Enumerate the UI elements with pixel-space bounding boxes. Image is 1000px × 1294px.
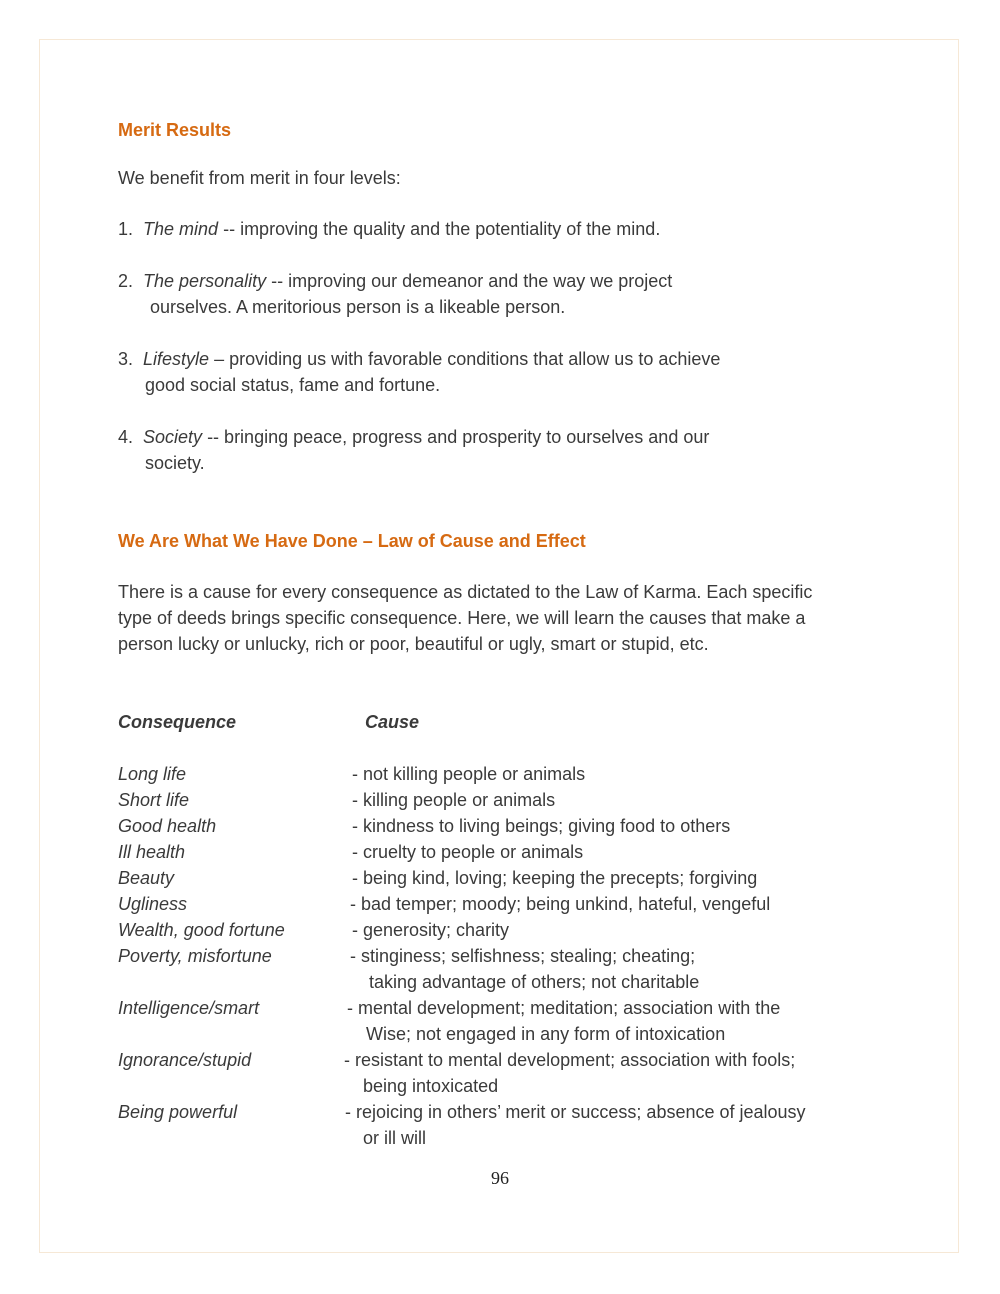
cause-cell: - not killing people or animals xyxy=(352,764,586,784)
cause-cell: - bad temper; moody; being unkind, hateful, vengeful xyxy=(350,894,771,914)
page-number: 96 xyxy=(491,1168,509,1188)
consequence-cell: Being powerful xyxy=(118,1102,238,1122)
list-item xyxy=(118,346,720,398)
list-item xyxy=(118,268,672,320)
cause-cell: or ill will xyxy=(363,1128,426,1148)
consequence-cell: Beauty xyxy=(118,868,175,888)
list-continuation: ourselves. A meritorious person is a likeable person. xyxy=(150,297,566,317)
cause-cell: taking advantage of others; not charitable xyxy=(369,972,700,992)
cause-cell: - stinginess; selfishness; stealing; cheating; xyxy=(350,946,696,966)
cause-cell: - mental development; meditation; association with the xyxy=(347,998,781,1018)
cause-cell: being intoxicated xyxy=(363,1076,499,1096)
list-number: 2. xyxy=(118,271,134,291)
list-continuation: society. xyxy=(145,453,205,473)
cause-cell: - generosity; charity xyxy=(352,920,510,940)
paragraph-line: person lucky or unlucky, rich or poor, beautiful or ugly, smart or stupid, etc. xyxy=(118,634,709,654)
column-header-cause: Cause xyxy=(365,712,420,732)
list-text: – providing us with favorable conditions that allow us to achieve xyxy=(209,349,721,369)
cause-cell: - resistant to mental development; association with fools; xyxy=(344,1050,796,1070)
paragraph-line: type of deeds brings specific consequence. Here, we will learn the causes that make a xyxy=(118,608,806,628)
consequence-cell: Long life xyxy=(118,764,187,784)
list-item xyxy=(118,424,709,476)
list-text: -- improving the quality and the potentiality of the mind. xyxy=(218,219,661,239)
list-term: The personality xyxy=(143,271,267,291)
paragraph-line: There is a cause for every consequence as dictated to the Law of Karma. Each specific xyxy=(118,582,813,602)
consequence-cell: Ill health xyxy=(118,842,186,862)
consequence-cell: Ugliness xyxy=(118,894,188,914)
cause-cell: - rejoicing in others’ merit or success; absence of jealousy xyxy=(345,1102,806,1122)
intro-text: We benefit from merit in four levels: xyxy=(118,168,401,188)
list-item xyxy=(118,216,660,242)
list-text: -- improving our demeanor and the way we project xyxy=(266,271,673,291)
list-term: Society xyxy=(143,427,203,447)
consequence-cell: Intelligence/smart xyxy=(118,998,260,1018)
column-header-consequence: Consequence xyxy=(118,712,237,732)
consequence-cell: Good health xyxy=(118,816,217,836)
section-heading-cause-effect: We Are What We Have Done – Law of Cause and Effect xyxy=(118,531,586,551)
list-continuation: good social status, fame and fortune. xyxy=(145,375,441,395)
list-number: 4. xyxy=(118,427,134,447)
cause-cell: - killing people or animals xyxy=(352,790,556,810)
consequence-cell: Ignorance/stupid xyxy=(118,1050,252,1070)
list-number: 1. xyxy=(118,219,134,239)
consequence-cell: Short life xyxy=(118,790,190,810)
list-term: Lifestyle xyxy=(143,349,210,369)
list-text: -- bringing peace, progress and prosperity to ourselves and our xyxy=(202,427,710,447)
cause-cell: Wise; not engaged in any form of intoxication xyxy=(366,1024,726,1044)
section-heading-merit-results: Merit Results xyxy=(118,120,232,140)
consequence-cell: Poverty, misfortune xyxy=(118,946,272,966)
list-number: 3. xyxy=(118,349,134,369)
cause-cell: - cruelty to people or animals xyxy=(352,842,584,862)
cause-cell: - kindness to living beings; giving food to others xyxy=(352,816,731,836)
consequence-cell: Wealth, good fortune xyxy=(118,920,285,940)
list-term: The mind xyxy=(143,219,219,239)
cause-cell: - being kind, loving; keeping the precepts; forgiving xyxy=(352,868,758,888)
